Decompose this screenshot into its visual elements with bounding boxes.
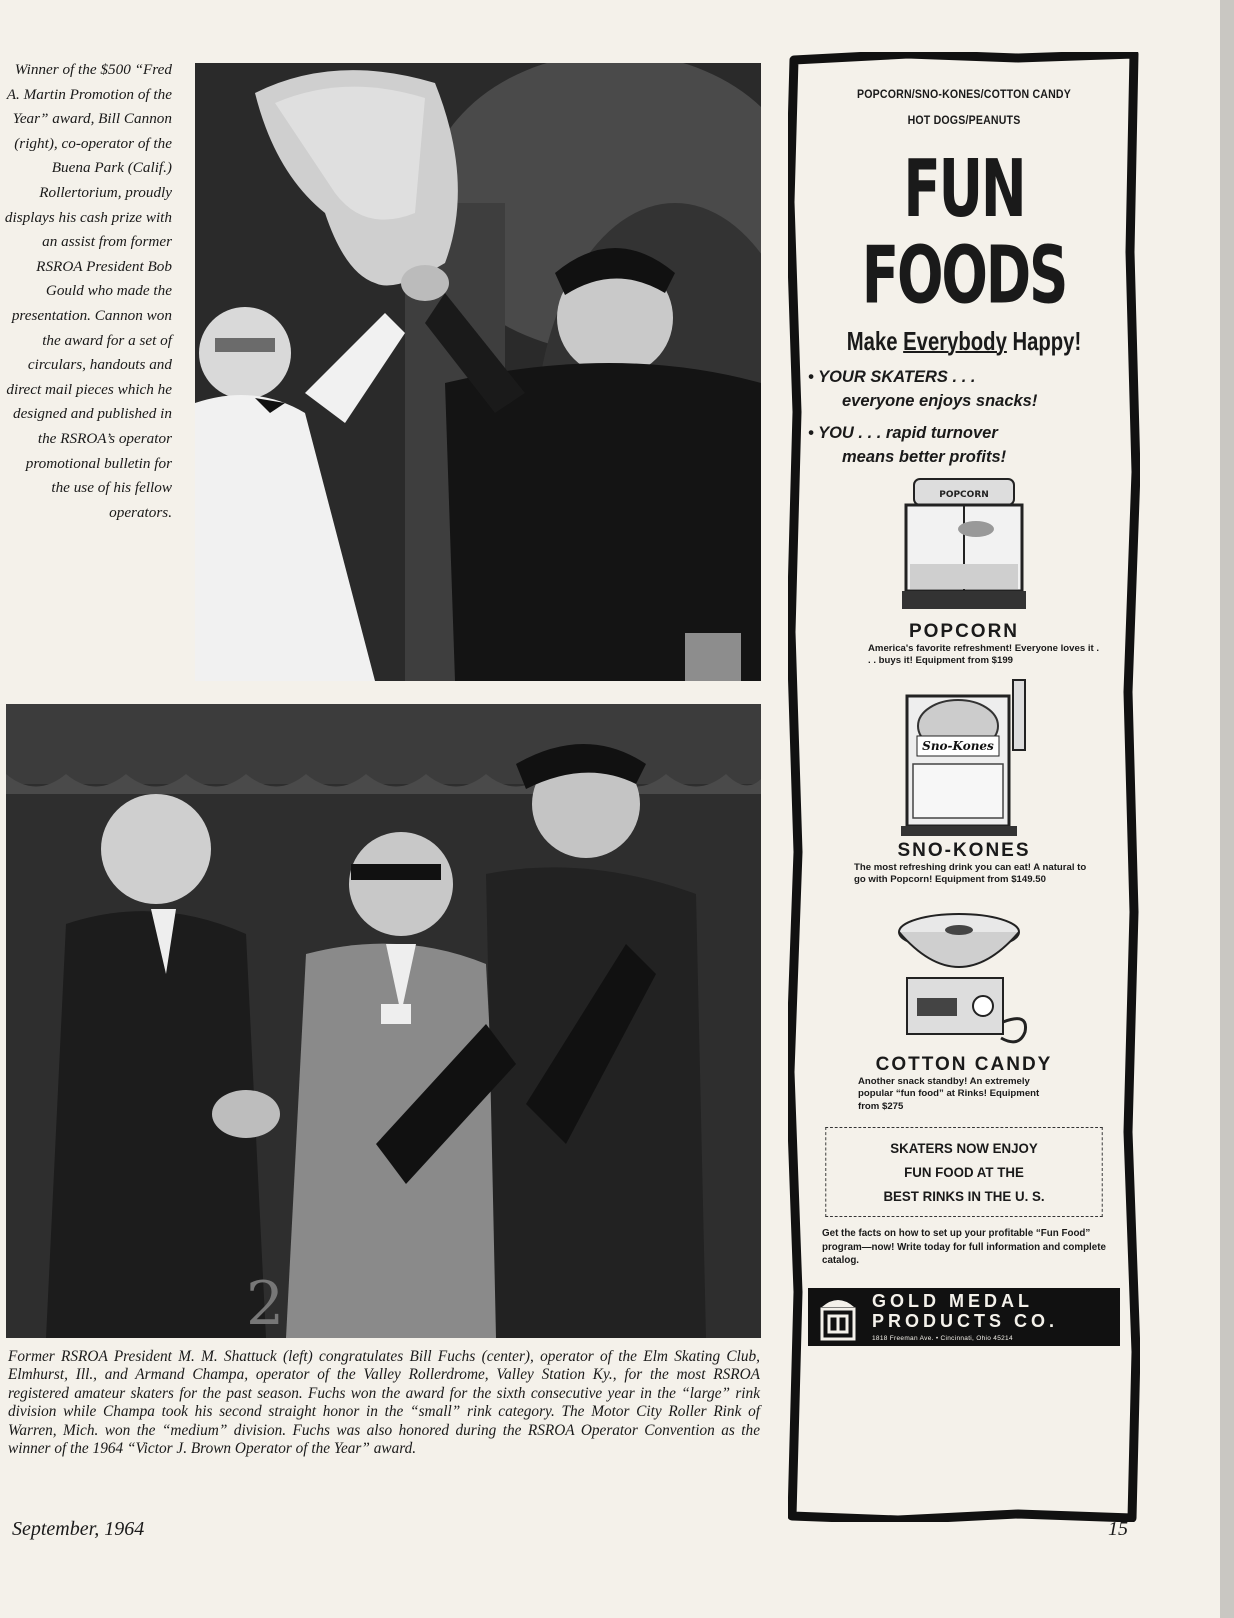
ad-brand-headline: FUN FOODS	[861, 141, 1067, 322]
ad-products-line-1: POPCORN/SNO-KONES/COTTON CANDY	[856, 89, 1071, 101]
top-photo-caption: Winner of the $500 “Fred A. Martin Promotion of the Year” award, Bill Cannon (right), co-operator of the Buena Park (Calif.) Rollertorium, proudly displays his cash prize with an assist from former RSROA President Bob Gould who made the presentation. Cannon won the award for a set of circulars, handouts and direct mail pieces which he designed and published in the RSROA’s operator promotional bulletin for the use of his fellow operators.	[4, 61, 172, 521]
snokones-title: SNO-KONES	[897, 839, 1031, 861]
tagline-post: Happy!	[1006, 326, 1082, 356]
award-cash-photo	[195, 63, 761, 681]
fun-foods-advertisement	[788, 52, 1140, 1522]
ad-tagline	[842, 326, 1085, 357]
tagline-pre: Make	[846, 326, 904, 356]
svg-text:2: 2	[246, 1269, 285, 1338]
company-name-line-1: GOLD MEDAL	[872, 1291, 1033, 1312]
bullet-skaters	[808, 365, 1120, 413]
gold-medal-logo-icon	[818, 1293, 858, 1341]
bullet-operators-line-1: • YOU . . . rapid turnover	[808, 424, 998, 442]
skaters-notice-box	[825, 1127, 1102, 1217]
bullet-skaters-line-2: everyone enjoys snacks!	[842, 392, 1038, 410]
cotton-candy-machine-image	[889, 902, 1039, 1052]
notice-line-3: BEST RINKS IN THE U. S.	[883, 1188, 1045, 1205]
bullet-operators	[808, 421, 1120, 469]
popcorn-machine-label: POPCORN	[939, 490, 989, 500]
popcorn-machine-image	[894, 469, 1034, 619]
snokones-machine-label: Sno-Kones	[922, 738, 994, 753]
page-edge	[1220, 0, 1234, 1618]
bullet-operators-line-2: means better profits!	[842, 448, 1007, 466]
gold-medal-logo-bar	[808, 1288, 1120, 1346]
ad-products-line-2: HOT DOGS/PEANUTS	[907, 115, 1021, 127]
bottom-photo-caption: Former RSROA President M. M. Shattuck (left) congratulates Bill Fuchs (center), operator of the Elm Skating Club, Elmhurst, Ill., and Armand Champa, operator of the Valley Rollerdrome, Valley Station Ky., for the most RSROA registered amateur skaters for the past season. Fuchs won the award for the sixth consecutive year in the “large” rink division while Champa took his second straight honor in the “small” rink category. The Motor City Roller Rink of Warren, Mich. won the “medium” division. Fuchs was also honored during the RSROA Operator Convention as the winner of the 1964 “Victor J. Brown Operator of the Year” award.	[8, 1348, 760, 1458]
company-address: 1818 Freeman Ave. • Cincinnati, Ohio 45214	[872, 1335, 1013, 1343]
bullet-skaters-line-1: • YOUR SKATERS . . .	[808, 368, 976, 386]
issue-date: September, 1964	[12, 1518, 145, 1540]
company-name-line-2: PRODUCTS CO.	[872, 1311, 1059, 1332]
cotton-candy-description: Another snack standby! An extremely popular “fun food” at Rinks! Equipment from $275	[858, 1076, 1040, 1112]
popcorn-title: POPCORN	[908, 621, 1020, 642]
company-text	[872, 1291, 1058, 1342]
popcorn-description: America's favorite refreshment! Everyone loves it . . . buys it! Equipment from $199	[868, 643, 1100, 667]
ad-call-to-action: Get the facts on how to set up your profitable “Fun Food” program—now! Write today for full information and complete catalog.	[822, 1228, 1106, 1267]
notice-line-1: SKATERS NOW ENJOY	[890, 1140, 1038, 1157]
cotton-candy-title: COTTON CANDY	[875, 1054, 1053, 1076]
snokones-description: The most refreshing drink you can eat! A natural to go with Popcorn! Equipment from $149.50	[854, 861, 1087, 885]
snokones-machine-image	[889, 678, 1039, 838]
page-number: 15	[1108, 1518, 1128, 1540]
amateur-skaters-award-photo	[6, 704, 761, 1338]
notice-line-2: FUN FOOD AT THE	[904, 1164, 1024, 1181]
tagline-emphasis: Everybody	[903, 326, 1007, 356]
